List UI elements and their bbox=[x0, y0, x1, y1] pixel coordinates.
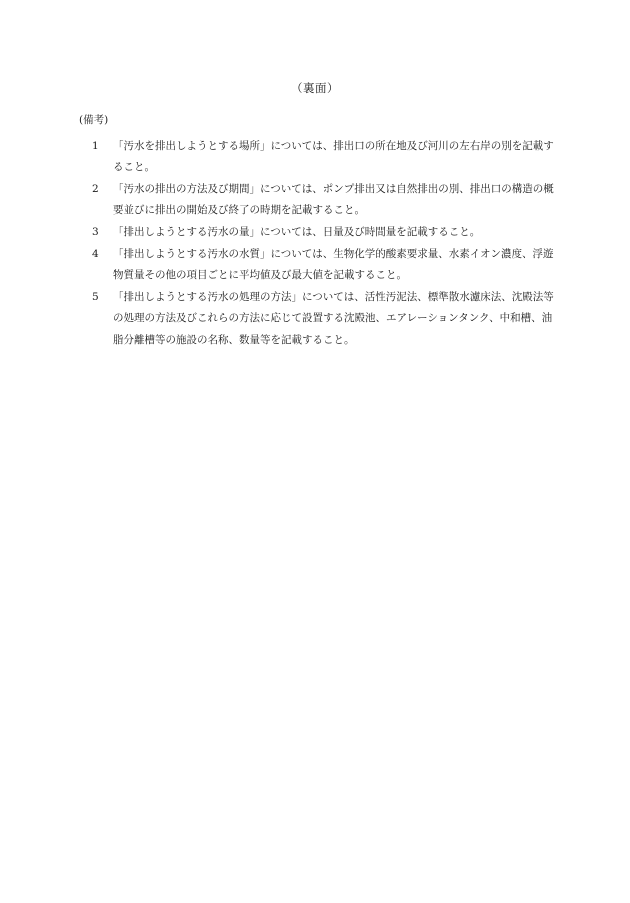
remark-item-2 bbox=[79, 179, 559, 222]
remark-text: 「排出しようとする汚水の水質」については、生物化学的酸素要求量、水素イオン濃度、浮遊物質量その他の項目ごとに平均値及び最大値を記載すること。 bbox=[113, 247, 554, 282]
remarks-section bbox=[79, 110, 559, 352]
remark-text: 「汚水を排出しようとする場所」については、排出口の所在地及び河川の左右岸の別を記載すること。 bbox=[113, 139, 554, 174]
remark-item-5 bbox=[79, 287, 559, 352]
remark-text: 「汚水の排出の方法及び期間」については、ポンプ排出又は自然排出の別、排出口の構造の概要並びに排出の開始及び終了の時期を記載すること。 bbox=[113, 182, 554, 217]
remark-number: 4 bbox=[92, 247, 99, 260]
page-title: （裏面） bbox=[291, 81, 339, 95]
remark-text: 「排出しようとする汚水の処理の方法」については、活性汚泥法、標準散水濾床法、沈殿法等の処理の方法及びこれらの方法に応じて設置する沈殿池、エアレーションタンク、中和槽、油脂分離槽等の施設の名称、数量等を記載すること。 bbox=[113, 290, 554, 346]
remark-item-1 bbox=[79, 136, 559, 179]
remark-item-3 bbox=[79, 222, 559, 244]
remarks-heading: (備考) bbox=[79, 114, 109, 126]
remarks-list bbox=[79, 136, 559, 352]
remark-number: 2 bbox=[92, 182, 99, 195]
remark-text: 「排出しようとする汚水の量」については、日量及び時間量を記載すること。 bbox=[113, 225, 481, 238]
remark-item-4 bbox=[79, 244, 559, 287]
remark-number: 5 bbox=[92, 290, 99, 303]
remark-number: 3 bbox=[92, 225, 99, 238]
remark-number: 1 bbox=[92, 139, 99, 152]
